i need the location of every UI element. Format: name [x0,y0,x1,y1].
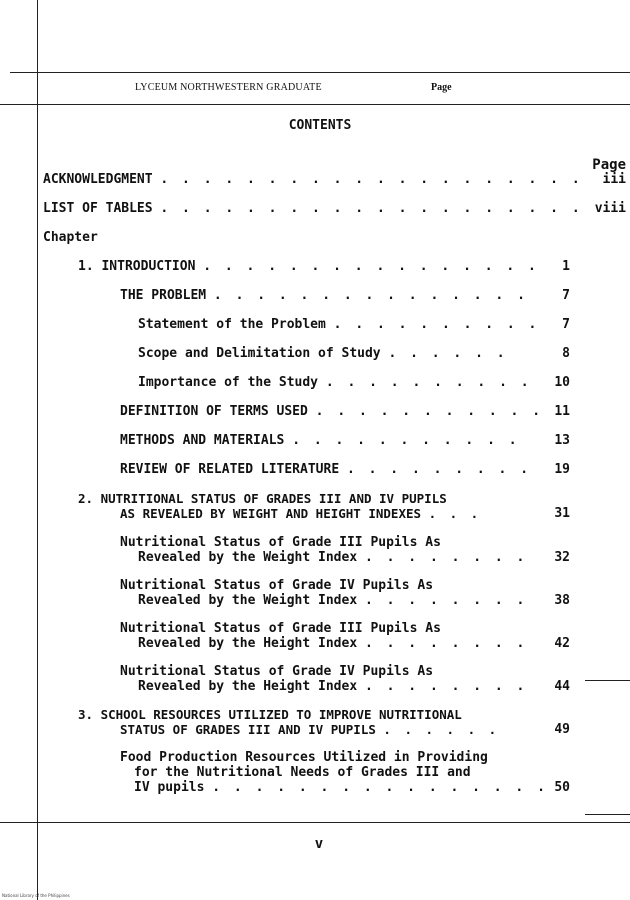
toc-page: 19 [554,462,570,477]
toc-entry [78,259,539,274]
toc-page: viii [594,201,626,216]
toc-page: 11 [554,404,570,419]
toc-label: IV pupils [134,780,205,795]
toc-entry-line2 [138,636,527,651]
toc-dots: . . . . . . . . [364,636,528,651]
page-title: CONTENTS [288,118,352,133]
toc-dots: . . . . . . . . . . . . . . . . . . . . [160,201,583,216]
toc-entry-line1: Food Production Resources Utilized in Providing [120,750,488,765]
toc-dots: . . . . . . [388,346,508,361]
toc-entry-line3 [134,780,548,795]
toc-label: Importance of the Study [138,375,319,390]
toc-entry-line1: Nutritional Status of Grade IV Pupils As [120,578,434,593]
toc-entry [138,317,539,332]
toc-label: LIST OF TABLES [43,201,153,216]
toc-dots: . . . . . . . . . . . . . . . [213,288,528,303]
toc-entry [43,201,583,216]
toc-dots: . . . . . . . . . . . [292,433,520,448]
toc-chapter-heading: Chapter [43,230,98,245]
toc-page: 7 [562,288,570,303]
header-page-label: Page [431,82,452,93]
toc-entry-line2 [138,550,527,565]
toc-entry-line2: for the Nutritional Needs of Grades III and [134,765,471,780]
toc-page: 7 [562,317,570,332]
toc-dots: . . . . . . . . . . [325,375,532,390]
toc-dots: . . . . . . . . . . . [315,404,544,419]
toc-entry [120,288,528,303]
header-underline [0,104,630,105]
bottom-rule [0,822,630,823]
toc-label: Revealed by the Weight Index [138,593,358,608]
toc-page: 49 [554,722,570,737]
top-rule [10,72,630,73]
toc-entry [120,433,520,448]
toc-entry [43,172,583,187]
toc-entry-line2 [138,593,527,608]
toc-page: 8 [562,346,570,361]
toc-page: 42 [554,636,570,651]
institution-name: LYCEUM NORTHWESTERN GRADUATE [135,82,322,93]
page-column-label: Page [592,157,626,173]
toc-label: REVIEW OF RELATED LITERATURE [120,462,340,477]
toc-label: Scope and Delimitation of Study [138,346,381,361]
toc-page: 1 [562,259,570,274]
toc-dots: . . . . . . . . [364,593,528,608]
toc-entry-line2 [120,722,499,737]
toc-entry-line1: Nutritional Status of Grade IV Pupils As [120,664,434,679]
toc-label: Revealed by the Height Index [138,636,358,651]
toc-dots: . . . [428,506,482,521]
toc-label: ACKNOWLEDGMENT [43,172,153,187]
toc-label: Revealed by the Weight Index [138,550,358,565]
toc-page: 38 [554,593,570,608]
toc-label: Revealed by the Height Index [138,679,358,694]
footer-page-number: v [314,836,324,852]
toc-dots: . . . . . . . . . . . . . . . . [203,259,539,274]
toc-label: STATUS OF GRADES III AND IV PUPILS [120,722,376,737]
right-edge-tick [585,680,630,681]
toc-entry-line1: Nutritional Status of Grade III Pupils As [120,535,441,550]
toc-label: 1. INTRODUCTION [78,259,196,274]
toc-dots: . . . . . . . . [364,550,528,565]
toc-entry-line2 [120,506,481,521]
toc-entry-line1: Nutritional Status of Grade III Pupils As [120,621,441,636]
toc-page: 50 [554,780,570,795]
page-header [0,82,630,98]
toc-page: iii [602,172,626,187]
toc-dots: . . . . . . . . [364,679,528,694]
toc-entry-line1: 2. NUTRITIONAL STATUS OF GRADES III AND IV PUPILS [78,491,447,506]
left-margin-rule [37,0,38,900]
toc-page: 10 [554,375,570,390]
toc-page: 13 [554,433,570,448]
toc-dots: . . . . . . [383,722,500,737]
toc-label: DEFINITION OF TERMS USED [120,404,308,419]
toc-dots: . . . . . . . . . [346,462,532,477]
toc-entry-line1: 3. SCHOOL RESOURCES UTILIZED TO IMPROVE NUTRITIONAL [78,707,462,722]
toc-page: 31 [554,506,570,521]
toc-label: METHODS AND MATERIALS [120,433,285,448]
toc-entry [120,404,543,419]
toc-label: AS REVEALED BY WEIGHT AND HEIGHT INDEXES [120,506,422,521]
toc-entry [138,346,508,361]
right-edge-tick-2 [585,814,630,815]
scan-note: National Library of the Philippines [2,893,70,898]
toc-page: 44 [554,679,570,694]
toc-entry [138,375,532,390]
toc-dots: . . . . . . . . . . . . . . . . . . . . [160,172,583,187]
toc-label: THE PROBLEM [120,288,207,303]
toc-entry [120,462,531,477]
toc-dots: . . . . . . . . . . [333,317,540,332]
toc-page: 32 [554,550,570,565]
toc-dots: . . . . . . . . . . . . . . . . [212,780,548,795]
toc-entry-line2 [138,679,527,694]
toc-label: Statement of the Problem [138,317,326,332]
